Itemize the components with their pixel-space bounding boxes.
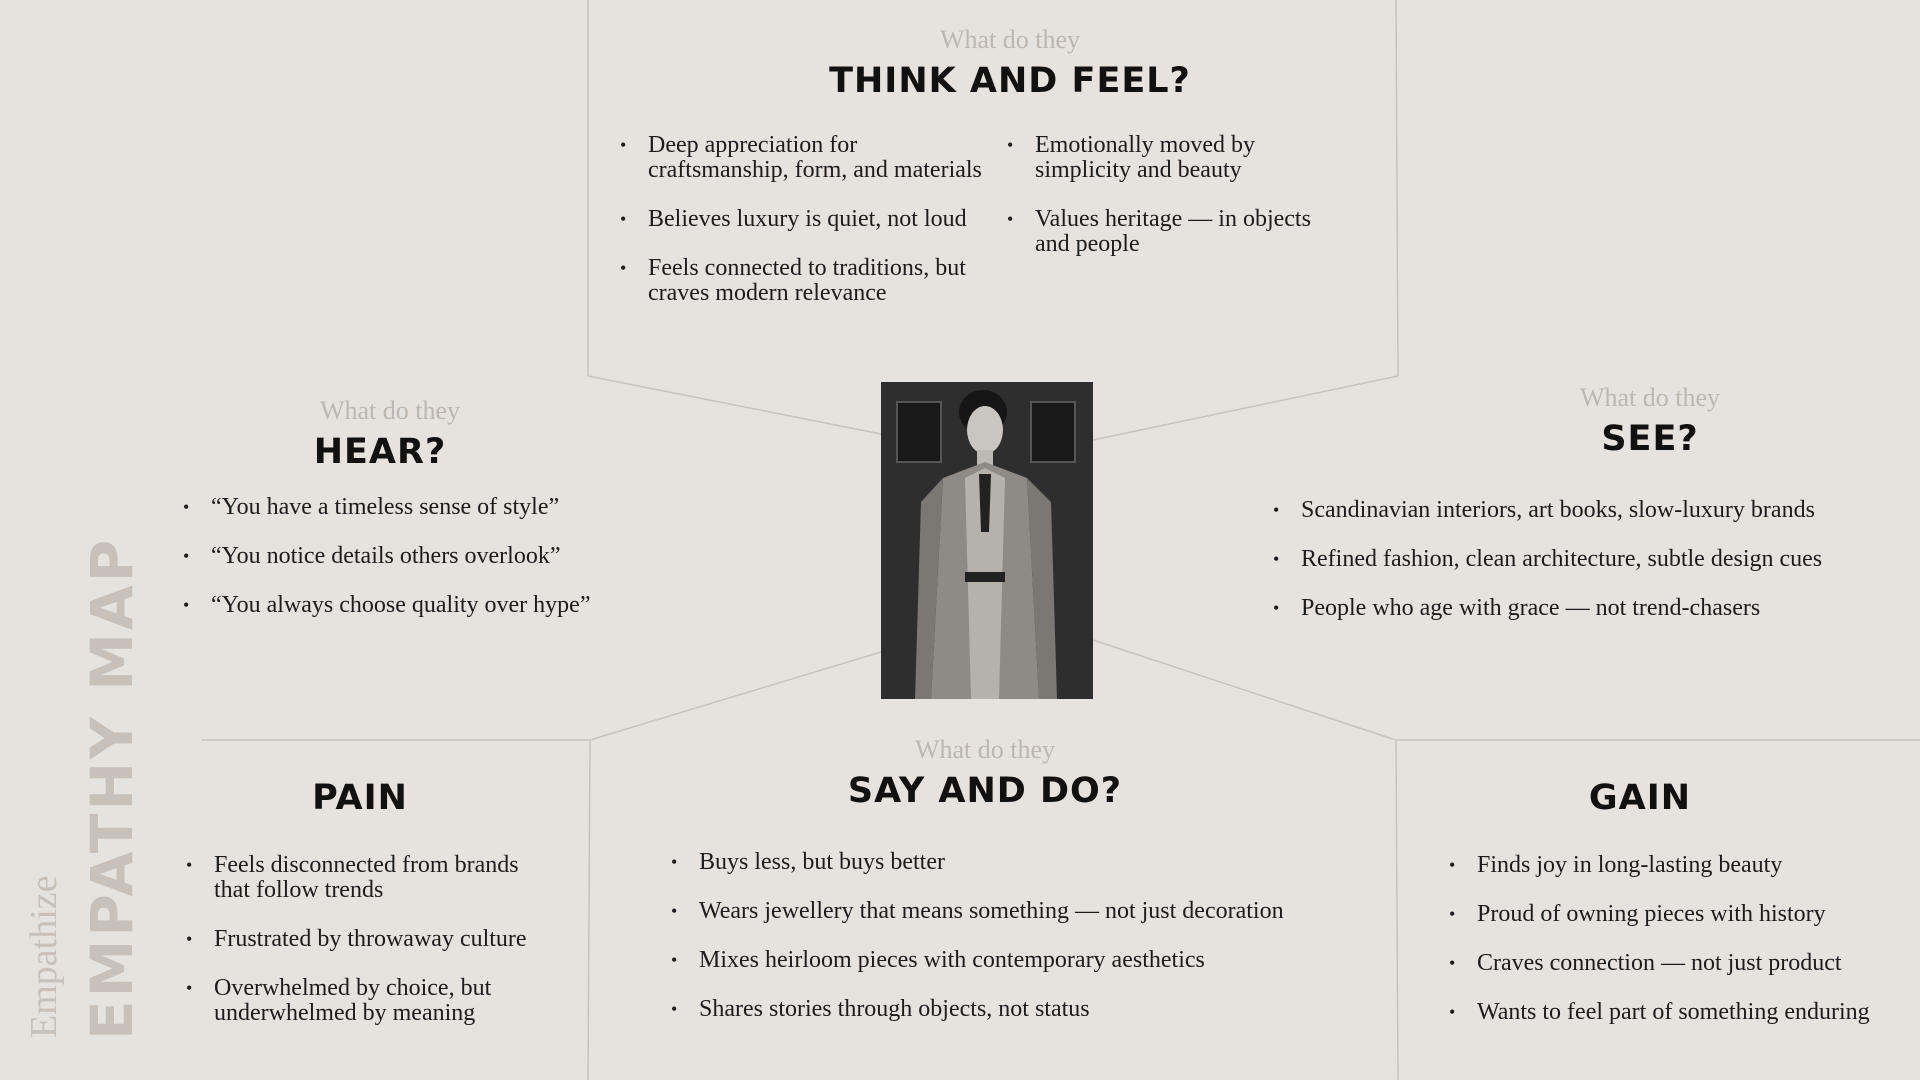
list-item: • “You have a timeless sense of style” xyxy=(183,495,623,520)
say-do-title: SAY AND DO? xyxy=(847,771,1123,811)
list-item: • Emotionally moved by simplicity and beauty xyxy=(1007,133,1337,183)
gain-title: GAIN xyxy=(1588,778,1692,818)
gain-section xyxy=(1500,772,1780,818)
say-do-list xyxy=(671,850,1321,1046)
hear-kicker: What do they xyxy=(319,396,461,425)
say-do-section xyxy=(800,735,1170,811)
list-item: • Values heritage — in objects and people xyxy=(1007,207,1337,257)
list-item: • “You always choose quality over hype” xyxy=(183,593,623,618)
list-item: • Mixes heirloom pieces with contemporary aesthetics xyxy=(671,948,1321,973)
gain-list xyxy=(1449,853,1909,1049)
hear-title: HEAR? xyxy=(313,432,447,472)
list-item: • Deep appreciation for craftsmanship, form, and materials xyxy=(620,133,990,183)
list-item: • Frustrated by throwaway culture xyxy=(186,927,556,952)
see-list xyxy=(1273,498,1893,645)
list-item: • Refined fashion, clean architecture, subtle design cues xyxy=(1273,547,1893,572)
list-item: • Scandinavian interiors, art books, slow-luxury brands xyxy=(1273,498,1893,523)
list-item: • Buys less, but buys better xyxy=(671,850,1321,875)
think-feel-list-1 xyxy=(620,133,990,330)
list-item: • Feels connected to traditions, but craves modern relevance xyxy=(620,256,990,306)
list-item: • Finds joy in long-lasting beauty xyxy=(1449,853,1909,878)
see-title: SEE? xyxy=(1601,419,1699,459)
list-item: • People who age with grace — not trend-chasers xyxy=(1273,596,1893,621)
list-item: • Proud of owning pieces with history xyxy=(1449,902,1909,927)
list-item: • Wears jewellery that means something — not just decoration xyxy=(671,899,1321,924)
pain-list xyxy=(186,853,556,1050)
hear-section xyxy=(240,396,520,472)
say-do-kicker: What do they xyxy=(914,735,1056,764)
side-label-empathize: Empathize xyxy=(23,875,65,1038)
list-item: • Believes luxury is quiet, not loud xyxy=(620,207,990,232)
list-item: • Craves connection — not just product xyxy=(1449,951,1909,976)
think-feel-title: THINK AND FEEL? xyxy=(829,61,1191,101)
see-kicker: What do they xyxy=(1579,383,1721,412)
list-item: • Overwhelmed by choice, but underwhelmed by meaning xyxy=(186,976,556,1026)
hear-list xyxy=(183,495,623,642)
side-label-empathy-map: EMPATHY MAP xyxy=(78,536,146,1040)
list-item: • Shares stories through objects, not status xyxy=(671,997,1321,1022)
list-item: • Feels disconnected from brands that follow trends xyxy=(186,853,556,903)
persona-photo xyxy=(881,382,1093,699)
see-section xyxy=(1510,383,1790,459)
pain-section xyxy=(220,772,500,818)
think-feel-kicker: What do they xyxy=(939,25,1081,54)
list-item: • Wants to feel part of something enduring xyxy=(1449,1000,1909,1025)
pain-title: PAIN xyxy=(312,778,408,818)
think-feel-section xyxy=(600,25,1390,101)
think-feel-list-2 xyxy=(1007,133,1337,281)
list-item: • “You notice details others overlook” xyxy=(183,544,623,569)
